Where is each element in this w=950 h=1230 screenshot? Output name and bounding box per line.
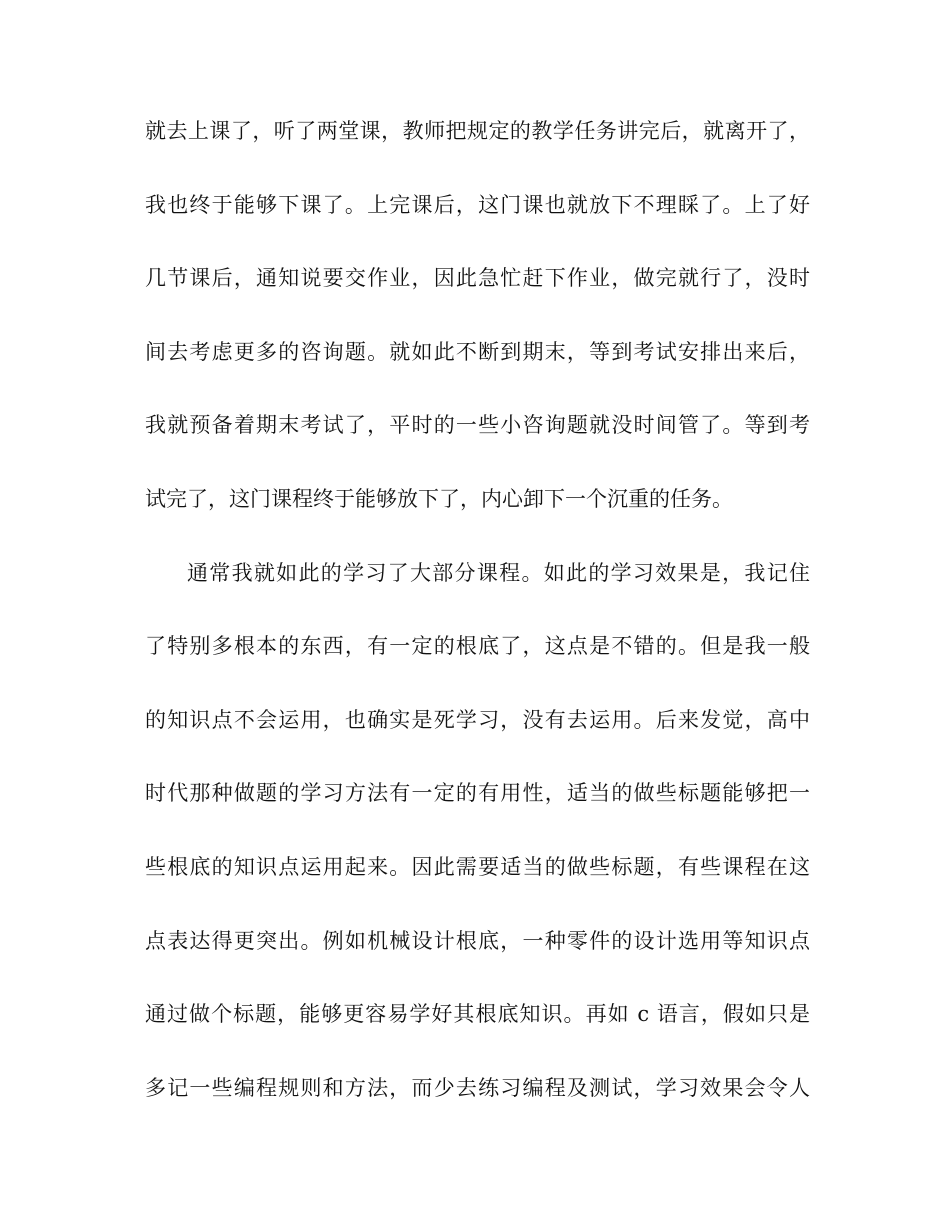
text-line: 通过做个标题，能够更容易学好其根底知识。再如 c 语言，假如只是 bbox=[145, 1002, 810, 1027]
text-line: 就去上课了，听了两堂课，教师把规定的教学任务讲完后，就离开了， bbox=[145, 119, 810, 143]
text-line: 的知识点不会运用，也确实是死学习，没有去运用。后来发觉，高中 bbox=[145, 707, 810, 732]
text-line: 多记一些编程规则和方法，而少去练习编程及测试，学习效果会令人 bbox=[145, 1075, 810, 1100]
text-line: 了特别多根本的东西，有一定的根底了，这点是不错的。但是我一般 bbox=[145, 634, 810, 659]
paragraph-first-line: 通常我就如此的学习了大部分课程。如此的学习效果是，我记住 bbox=[187, 560, 810, 585]
text-line: 点表达得更突出。例如机械设计根底，一种零件的设计选用等知识点 bbox=[145, 928, 810, 953]
text-line: 几节课后，通知说要交作业，因此急忙赶下作业，做完就行了，没时 bbox=[145, 266, 810, 291]
text-line: 我就预备着期末考试了，平时的一些小咨询题就没时间管了。等到考 bbox=[145, 413, 810, 438]
text-line: 我也终于能够下课了。上完课后，这门课也就放下不理睬了。上了好 bbox=[145, 192, 810, 217]
text-line: 时代那种做题的学习方法有一定的有用性，适当的做些标题能够把一 bbox=[145, 781, 810, 806]
text-line: 些根底的知识点运用起来。因此需要适当的做些标题，有些课程在这 bbox=[145, 854, 810, 879]
text-line: 间去考虑更多的咨询题。就如此不断到期末，等到考试安排出来后， bbox=[145, 339, 810, 364]
document-body bbox=[145, 121, 810, 1151]
paragraph-last-line: 试完了，这门课程终于能够放下了，内心卸下一个沉重的任务。 bbox=[145, 486, 733, 511]
